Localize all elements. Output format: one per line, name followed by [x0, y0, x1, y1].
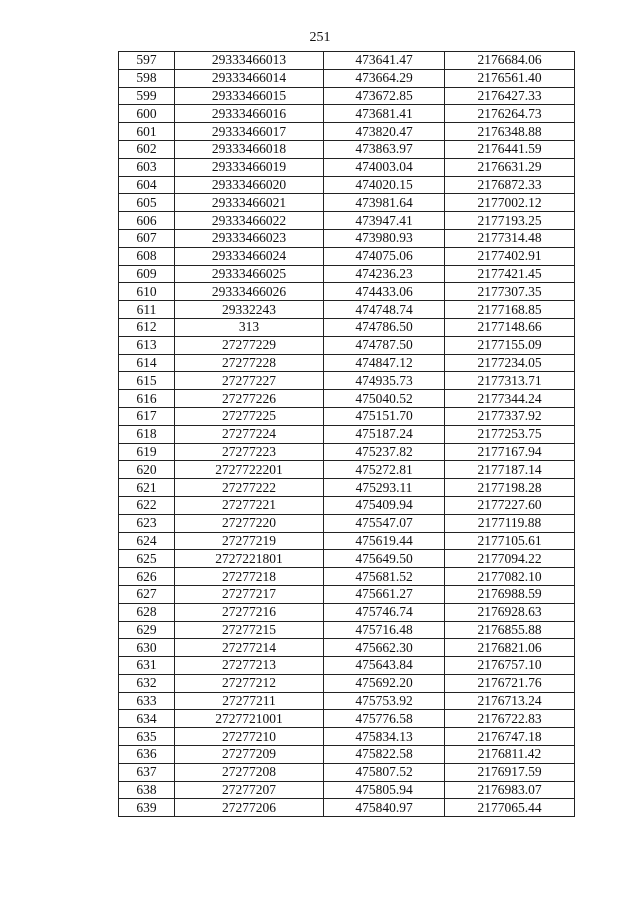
point-number-cell: 622: [119, 496, 175, 514]
point-number-cell: 627: [119, 585, 175, 603]
point-number-cell: 636: [119, 746, 175, 764]
y-coordinate-cell: 2176917.59: [445, 763, 575, 781]
y-coordinate-cell: 2176747.18: [445, 728, 575, 746]
table-row: [119, 372, 575, 390]
point-number-cell: 628: [119, 603, 175, 621]
point-number-cell: 637: [119, 763, 175, 781]
y-coordinate-cell: 2176441.59: [445, 140, 575, 158]
point-number-cell: 638: [119, 781, 175, 799]
table-row: [119, 621, 575, 639]
y-coordinate-cell: 2176348.88: [445, 123, 575, 141]
x-coordinate-cell: 473820.47: [324, 123, 445, 141]
table-row: [119, 550, 575, 568]
point-number-cell: 617: [119, 407, 175, 425]
table-row: [119, 407, 575, 425]
x-coordinate-cell: 473980.93: [324, 229, 445, 247]
point-id-cell: 27277223: [175, 443, 324, 461]
point-number-cell: 607: [119, 229, 175, 247]
point-number-cell: 618: [119, 425, 175, 443]
point-number-cell: 616: [119, 390, 175, 408]
point-number-cell: 599: [119, 87, 175, 105]
table-row: [119, 657, 575, 675]
table-row: [119, 496, 575, 514]
table-row: [119, 283, 575, 301]
point-number-cell: 624: [119, 532, 175, 550]
y-coordinate-cell: 2177065.44: [445, 799, 575, 817]
point-id-cell: 29333466016: [175, 105, 324, 123]
x-coordinate-cell: 475293.11: [324, 479, 445, 497]
y-coordinate-cell: 2177105.61: [445, 532, 575, 550]
x-coordinate-cell: 474236.23: [324, 265, 445, 283]
point-id-cell: 27277210: [175, 728, 324, 746]
point-number-cell: 601: [119, 123, 175, 141]
x-coordinate-cell: 473672.85: [324, 87, 445, 105]
y-coordinate-cell: 2176928.63: [445, 603, 575, 621]
y-coordinate-cell: 2177313.71: [445, 372, 575, 390]
point-id-cell: 29333466024: [175, 247, 324, 265]
x-coordinate-cell: 475187.24: [324, 425, 445, 443]
point-id-cell: 29333466023: [175, 229, 324, 247]
table-row: [119, 692, 575, 710]
table-row: [119, 265, 575, 283]
y-coordinate-cell: 2177253.75: [445, 425, 575, 443]
point-id-cell: 27277215: [175, 621, 324, 639]
point-id-cell: 27277213: [175, 657, 324, 675]
table-row: [119, 603, 575, 621]
y-coordinate-cell: 2177337.92: [445, 407, 575, 425]
x-coordinate-cell: 475643.84: [324, 657, 445, 675]
table-row: [119, 69, 575, 87]
point-id-cell: 29333466026: [175, 283, 324, 301]
table-row: [119, 532, 575, 550]
point-number-cell: 639: [119, 799, 175, 817]
x-coordinate-cell: 475547.07: [324, 514, 445, 532]
table-row: [119, 710, 575, 728]
y-coordinate-cell: 2177002.12: [445, 194, 575, 212]
y-coordinate-cell: 2176722.83: [445, 710, 575, 728]
x-coordinate-cell: 474433.06: [324, 283, 445, 301]
point-number-cell: 605: [119, 194, 175, 212]
x-coordinate-cell: 473863.97: [324, 140, 445, 158]
y-coordinate-cell: 2177155.09: [445, 336, 575, 354]
point-number-cell: 621: [119, 479, 175, 497]
y-coordinate-cell: 2177234.05: [445, 354, 575, 372]
x-coordinate-cell: 473947.41: [324, 212, 445, 230]
point-number-cell: 603: [119, 158, 175, 176]
y-coordinate-cell: 2177168.85: [445, 301, 575, 319]
y-coordinate-cell: 2176427.33: [445, 87, 575, 105]
x-coordinate-cell: 473641.47: [324, 52, 445, 70]
x-coordinate-cell: 475681.52: [324, 568, 445, 586]
table-row: [119, 301, 575, 319]
point-id-cell: 29333466025: [175, 265, 324, 283]
table-row: [119, 461, 575, 479]
point-id-cell: 29333466014: [175, 69, 324, 87]
point-number-cell: 612: [119, 318, 175, 336]
x-coordinate-cell: 475805.94: [324, 781, 445, 799]
x-coordinate-cell: 475237.82: [324, 443, 445, 461]
y-coordinate-cell: 2177082.10: [445, 568, 575, 586]
y-coordinate-cell: 2176713.24: [445, 692, 575, 710]
x-coordinate-cell: 475151.70: [324, 407, 445, 425]
x-coordinate-cell: 473664.29: [324, 69, 445, 87]
table-row: [119, 52, 575, 70]
point-number-cell: 631: [119, 657, 175, 675]
point-id-cell: 29333466022: [175, 212, 324, 230]
point-number-cell: 620: [119, 461, 175, 479]
table-row: [119, 799, 575, 817]
point-number-cell: 613: [119, 336, 175, 354]
table-row: [119, 390, 575, 408]
x-coordinate-cell: 475834.13: [324, 728, 445, 746]
y-coordinate-cell: 2177344.24: [445, 390, 575, 408]
y-coordinate-cell: 2177227.60: [445, 496, 575, 514]
point-number-cell: 598: [119, 69, 175, 87]
table-row: [119, 123, 575, 141]
point-number-cell: 635: [119, 728, 175, 746]
point-number-cell: 625: [119, 550, 175, 568]
y-coordinate-cell: 2176983.07: [445, 781, 575, 799]
table-row: [119, 354, 575, 372]
point-id-cell: 27277228: [175, 354, 324, 372]
table-row: [119, 425, 575, 443]
y-coordinate-cell: 2177187.14: [445, 461, 575, 479]
table-row: [119, 568, 575, 586]
x-coordinate-cell: 475776.58: [324, 710, 445, 728]
point-id-cell: 29333466015: [175, 87, 324, 105]
table-row: [119, 176, 575, 194]
x-coordinate-cell: 475716.48: [324, 621, 445, 639]
y-coordinate-cell: 2176872.33: [445, 176, 575, 194]
y-coordinate-cell: 2177421.45: [445, 265, 575, 283]
x-coordinate-cell: 475753.92: [324, 692, 445, 710]
point-number-cell: 610: [119, 283, 175, 301]
x-coordinate-cell: 474748.74: [324, 301, 445, 319]
y-coordinate-cell: 2176631.29: [445, 158, 575, 176]
point-number-cell: 630: [119, 639, 175, 657]
point-number-cell: 623: [119, 514, 175, 532]
point-number-cell: 615: [119, 372, 175, 390]
table-body: [119, 52, 575, 817]
point-number-cell: 629: [119, 621, 175, 639]
x-coordinate-cell: 474787.50: [324, 336, 445, 354]
point-id-cell: 29333466021: [175, 194, 324, 212]
x-coordinate-cell: 474003.04: [324, 158, 445, 176]
point-number-cell: 632: [119, 674, 175, 692]
point-id-cell: 27277214: [175, 639, 324, 657]
point-id-cell: 29332243: [175, 301, 324, 319]
point-id-cell: 27277219: [175, 532, 324, 550]
point-number-cell: 634: [119, 710, 175, 728]
point-id-cell: 313: [175, 318, 324, 336]
table-row: [119, 443, 575, 461]
table-row: [119, 247, 575, 265]
point-number-cell: 614: [119, 354, 175, 372]
point-number-cell: 619: [119, 443, 175, 461]
x-coordinate-cell: 474935.73: [324, 372, 445, 390]
x-coordinate-cell: 475649.50: [324, 550, 445, 568]
point-id-cell: 29333466020: [175, 176, 324, 194]
y-coordinate-cell: 2176855.88: [445, 621, 575, 639]
y-coordinate-cell: 2176264.73: [445, 105, 575, 123]
table-row: [119, 105, 575, 123]
y-coordinate-cell: 2176757.10: [445, 657, 575, 675]
point-number-cell: 606: [119, 212, 175, 230]
point-number-cell: 611: [119, 301, 175, 319]
x-coordinate-cell: 474786.50: [324, 318, 445, 336]
point-number-cell: 626: [119, 568, 175, 586]
y-coordinate-cell: 2177402.91: [445, 247, 575, 265]
point-id-cell: 2727221801: [175, 550, 324, 568]
table-row: [119, 639, 575, 657]
point-number-cell: 608: [119, 247, 175, 265]
y-coordinate-cell: 2176721.76: [445, 674, 575, 692]
y-coordinate-cell: 2176811.42: [445, 746, 575, 764]
y-coordinate-cell: 2177198.28: [445, 479, 575, 497]
y-coordinate-cell: 2176561.40: [445, 69, 575, 87]
point-id-cell: 27277221: [175, 496, 324, 514]
point-id-cell: 29333466013: [175, 52, 324, 70]
point-id-cell: 27277218: [175, 568, 324, 586]
point-number-cell: 602: [119, 140, 175, 158]
point-id-cell: 29333466019: [175, 158, 324, 176]
point-id-cell: 27277211: [175, 692, 324, 710]
x-coordinate-cell: 475272.81: [324, 461, 445, 479]
x-coordinate-cell: 475692.20: [324, 674, 445, 692]
table-row: [119, 194, 575, 212]
y-coordinate-cell: 2177148.66: [445, 318, 575, 336]
x-coordinate-cell: 473981.64: [324, 194, 445, 212]
point-id-cell: 2727722201: [175, 461, 324, 479]
x-coordinate-cell: 475661.27: [324, 585, 445, 603]
x-coordinate-cell: 475840.97: [324, 799, 445, 817]
y-coordinate-cell: 2177314.48: [445, 229, 575, 247]
point-number-cell: 633: [119, 692, 175, 710]
y-coordinate-cell: 2177119.88: [445, 514, 575, 532]
x-coordinate-cell: 475662.30: [324, 639, 445, 657]
point-id-cell: 27277225: [175, 407, 324, 425]
table-row: [119, 781, 575, 799]
table-row: [119, 336, 575, 354]
table-row: [119, 140, 575, 158]
y-coordinate-cell: 2177094.22: [445, 550, 575, 568]
table-row: [119, 212, 575, 230]
point-id-cell: 27277227: [175, 372, 324, 390]
x-coordinate-cell: 474075.06: [324, 247, 445, 265]
y-coordinate-cell: 2177307.35: [445, 283, 575, 301]
table-row: [119, 585, 575, 603]
x-coordinate-cell: 474847.12: [324, 354, 445, 372]
x-coordinate-cell: 475746.74: [324, 603, 445, 621]
x-coordinate-cell: 475822.58: [324, 746, 445, 764]
table-row: [119, 746, 575, 764]
table-row: [119, 87, 575, 105]
table-row: [119, 674, 575, 692]
point-number-cell: 604: [119, 176, 175, 194]
point-id-cell: 27277226: [175, 390, 324, 408]
table-row: [119, 514, 575, 532]
point-id-cell: 27277229: [175, 336, 324, 354]
page-number: 251: [309, 30, 331, 45]
table-row: [119, 479, 575, 497]
coordinates-table: [118, 51, 575, 817]
point-id-cell: 29333466017: [175, 123, 324, 141]
point-number-cell: 600: [119, 105, 175, 123]
point-id-cell: 27277206: [175, 799, 324, 817]
x-coordinate-cell: 473681.41: [324, 105, 445, 123]
x-coordinate-cell: 474020.15: [324, 176, 445, 194]
x-coordinate-cell: 475409.94: [324, 496, 445, 514]
y-coordinate-cell: 2176684.06: [445, 52, 575, 70]
point-id-cell: 27277217: [175, 585, 324, 603]
point-id-cell: 27277216: [175, 603, 324, 621]
point-id-cell: 27277209: [175, 746, 324, 764]
table-row: [119, 318, 575, 336]
table-row: [119, 158, 575, 176]
point-id-cell: 29333466018: [175, 140, 324, 158]
y-coordinate-cell: 2177167.94: [445, 443, 575, 461]
point-id-cell: 27277224: [175, 425, 324, 443]
point-id-cell: 27277207: [175, 781, 324, 799]
table-row: [119, 229, 575, 247]
point-id-cell: 2727721001: [175, 710, 324, 728]
y-coordinate-cell: 2176988.59: [445, 585, 575, 603]
x-coordinate-cell: 475619.44: [324, 532, 445, 550]
point-id-cell: 27277220: [175, 514, 324, 532]
y-coordinate-cell: 2177193.25: [445, 212, 575, 230]
point-number-cell: 609: [119, 265, 175, 283]
table-row: [119, 763, 575, 781]
point-id-cell: 27277222: [175, 479, 324, 497]
y-coordinate-cell: 2176821.06: [445, 639, 575, 657]
point-id-cell: 27277208: [175, 763, 324, 781]
point-number-cell: 597: [119, 52, 175, 70]
point-id-cell: 27277212: [175, 674, 324, 692]
x-coordinate-cell: 475807.52: [324, 763, 445, 781]
x-coordinate-cell: 475040.52: [324, 390, 445, 408]
table-row: [119, 728, 575, 746]
